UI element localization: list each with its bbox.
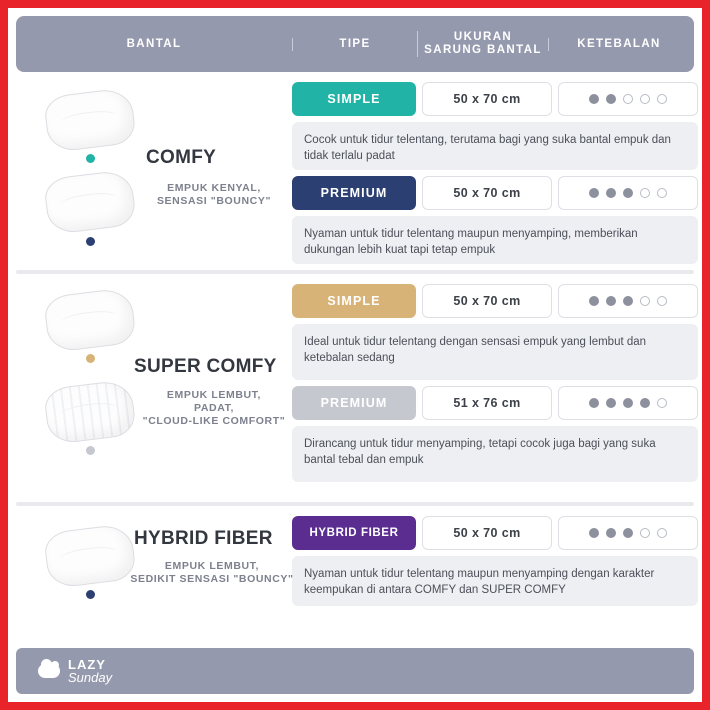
row-subtitle-hybrid-line2: SEDIKIT SENSASI "BOUNCY" bbox=[130, 573, 294, 585]
thickness-meter-comfy-premium bbox=[558, 176, 698, 210]
header-col-bantal: BANTAL bbox=[126, 37, 182, 50]
type-badge-comfy-premium[interactable]: PREMIUM bbox=[292, 176, 416, 210]
size-value-comfy-simple: 50 x 70 cm bbox=[422, 82, 552, 116]
hybrid-left-column bbox=[16, 516, 292, 614]
row-subtitle-hybrid-line1: EMPUK LEMBUT, bbox=[164, 560, 260, 572]
header-col-ukuran bbox=[417, 31, 548, 57]
comfy-premium-line bbox=[292, 176, 698, 210]
pillow-image-comfy-premium bbox=[46, 174, 132, 230]
type-badge-comfy-simple[interactable]: SIMPLE bbox=[292, 82, 416, 116]
comfy-simple-line bbox=[292, 82, 698, 116]
thickness-meter-super-comfy-premium bbox=[558, 386, 698, 420]
table-header bbox=[16, 16, 694, 72]
brand-logo-text bbox=[68, 658, 112, 685]
row-subtitle-super-comfy-line2: PADAT, bbox=[194, 402, 234, 414]
size-value-super-comfy-simple: 50 x 70 cm bbox=[422, 284, 552, 318]
header-col-ukuran-line2: SARUNG BANTAL bbox=[424, 44, 542, 56]
type-badge-hybrid[interactable]: HYBRID FIBER bbox=[292, 516, 416, 550]
brand-name-line2: Sunday bbox=[68, 669, 113, 685]
description-super-comfy-simple: Ideal untuk tidur telentang dengan sensasi empuk yang lembut dan ketebalan sedang bbox=[292, 324, 698, 380]
row-title-hybrid: HYBRID FIBER bbox=[134, 528, 273, 549]
header-col-ukuran-line1: UKURAN bbox=[453, 31, 513, 43]
thickness-meter-comfy-simple bbox=[558, 82, 698, 116]
row-comfy bbox=[8, 72, 702, 270]
row-subtitle-super-comfy-line1: EMPUK LEMBUT, bbox=[166, 389, 262, 401]
color-dot-comfy-premium bbox=[86, 237, 95, 246]
row-subtitle-comfy bbox=[134, 182, 294, 208]
size-value-super-comfy-premium: 51 x 76 cm bbox=[422, 386, 552, 420]
description-comfy-simple: Cocok untuk tidur telentang, terutama bagi yang suka bantal empuk dan tidak terlalu padat bbox=[292, 122, 698, 170]
row-title-super-comfy: SUPER COMFY bbox=[134, 356, 277, 377]
super-comfy-premium-line bbox=[292, 386, 698, 420]
description-comfy-premium: Nyaman untuk tidur telentang maupun menyamping, memberikan dukungan lebih kuat tapi tetap empuk bbox=[292, 216, 698, 264]
footer-brand-bar bbox=[16, 648, 694, 694]
description-super-comfy-premium: Dirancang untuk tidur menyamping, tetapi cocok juga bagi yang suka bantal tebal dan empuk bbox=[292, 426, 698, 482]
type-badge-super-comfy-simple[interactable]: SIMPLE bbox=[292, 284, 416, 318]
header-col-tipe: TIPE bbox=[292, 38, 417, 51]
row-subtitle-hybrid bbox=[122, 560, 302, 586]
row-subtitle-comfy-line2: SENSASI "BOUNCY" bbox=[156, 195, 272, 207]
comfy-left-column bbox=[16, 82, 292, 260]
super-comfy-simple-line bbox=[292, 284, 698, 318]
color-dot-hybrid bbox=[86, 590, 95, 599]
row-subtitle-super-comfy-line3: "CLOUD-LIKE COMFORT" bbox=[142, 415, 286, 427]
hybrid-line bbox=[292, 516, 698, 550]
thickness-meter-super-comfy-simple bbox=[558, 284, 698, 318]
color-dot-super-comfy-simple bbox=[86, 354, 95, 363]
pillow-image-hybrid bbox=[46, 528, 132, 584]
pillow-image-super-comfy-simple bbox=[46, 292, 132, 348]
row-subtitle-super-comfy bbox=[128, 389, 300, 428]
pillow-image-comfy-simple bbox=[46, 92, 132, 148]
brand-name-line1: LAZY bbox=[68, 656, 106, 672]
thickness-meter-hybrid bbox=[558, 516, 698, 550]
super-comfy-right-column bbox=[292, 284, 698, 492]
size-value-comfy-premium: 50 x 70 cm bbox=[422, 176, 552, 210]
infographic-page bbox=[8, 8, 702, 702]
pillow-image-super-comfy-premium bbox=[46, 384, 132, 440]
description-hybrid: Nyaman untuk tidur telentang maupun menyamping dengan karakter keempukan di antara COMFY dan SUPER COMFY bbox=[292, 556, 698, 606]
row-title-comfy: COMFY bbox=[146, 147, 217, 168]
row-hybrid-fiber bbox=[8, 506, 702, 624]
header-col-ketebalan: KETEBALAN bbox=[548, 38, 689, 51]
hybrid-right-column bbox=[292, 516, 698, 614]
cloud-icon bbox=[38, 664, 60, 678]
row-subtitle-comfy-line1: EMPUK KENYAL, bbox=[167, 182, 261, 194]
type-badge-super-comfy-premium[interactable]: PREMIUM bbox=[292, 386, 416, 420]
super-comfy-left-column bbox=[16, 284, 292, 492]
color-dot-super-comfy-premium bbox=[86, 446, 95, 455]
row-super-comfy bbox=[8, 274, 702, 502]
size-value-hybrid: 50 x 70 cm bbox=[422, 516, 552, 550]
color-dot-comfy-simple bbox=[86, 154, 95, 163]
comfy-right-column bbox=[292, 82, 698, 260]
